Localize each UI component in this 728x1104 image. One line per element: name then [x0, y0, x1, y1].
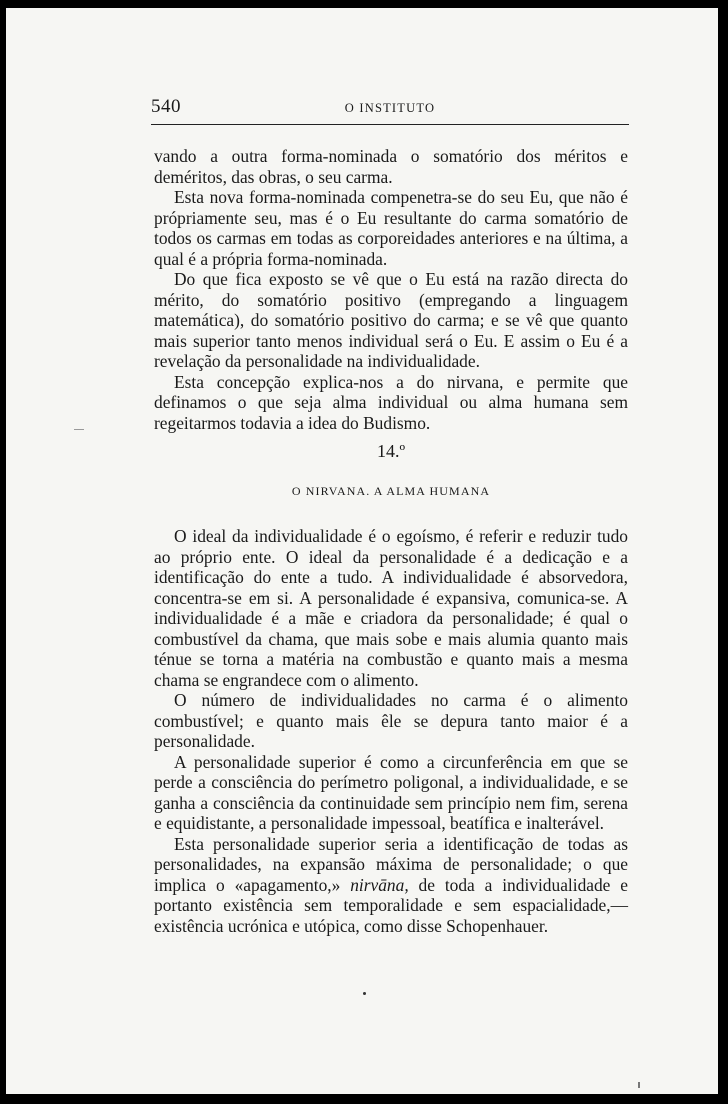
italic-term: nirvāna,	[350, 874, 409, 895]
paragraph: O ideal da individualidade é o egoísmo, é referir e reduzir tudo ao próprio ente. O ideal da personalidade é a dedicação e a identificação do ente a tudo. A individualidade é absorvedora, concentra-se em si. A personalidade é expansiva, comunica-se. A individualidade é a mãe e criadora da personalidade; é qual o combustível da chama, que mais sobe e mais alumia quanto mais ténue se torna a matéria na combustão e quanto mais a mesma chama se engrandece com o alimento.	[154, 526, 628, 690]
paragraph: O número de individualidades no carma é o alimento combustível; e quanto mais êle se depura tanto maior é a personalidade.	[154, 690, 628, 751]
section-title: O NIRVANA. A ALMA HUMANA	[291, 484, 491, 498]
book-page	[6, 8, 718, 1094]
margin-mark	[74, 429, 84, 430]
margin-mark	[638, 1082, 640, 1088]
section-text	[154, 526, 628, 936]
section-number: 14.º	[376, 441, 406, 461]
paragraph-text: Esta personalidade superior seria a identificação de todas as personalidades, na expansão máxima de personalidade; o que implica o «apagamento,»	[154, 833, 628, 895]
paragraph: vando a outra forma-nominada o somatório dos méritos e deméritos, das obras, o seu carma.	[154, 146, 628, 187]
paragraph: A personalidade superior é como a circunferência em que se perde a consciência do perímetro poligonal, a individualidade, e se ganha a consciência da continuidade sem princípio nem fim, serena e equidistante, a personalidade impessoal, beatífica e inalterável.	[154, 751, 628, 833]
running-title: O INSTITUTO	[344, 101, 436, 115]
page-header	[151, 96, 629, 125]
paragraph: Esta nova forma-nominada compenetra-se do seu Eu, que não é própriamente seu, mas é o Eu resultante do carma somatório de todos os carmas em todas as corporeidades anteriores e na última, a qual é a própria forma-nominada.	[154, 187, 628, 269]
continuation-text	[154, 146, 628, 433]
paragraph-text: de toda a individualidade e portanto existência sem temporalidade e sem espacialidade,— existência ucrónica e utópica, como disse Schopenhauer.	[154, 874, 628, 936]
page-number: 540	[151, 96, 181, 117]
paragraph: Esta concepção explica-nos a do nirvana, e permite que definamos o que seja alma individual ou alma humana sem regeitarmos todavia a idea do Budismo.	[154, 371, 628, 433]
paragraph: Do que fica exposto se vê que o Eu está na razão directa do mérito, do somatório positivo (empregando a linguagem matemática), do somatório positivo do carma; e se vê que quanto mais superior tanto menos individual será o Eu. E assim o Eu é a revelação da personalidade na individualidade.	[154, 269, 628, 371]
ink-speck	[363, 992, 366, 995]
paragraph	[154, 834, 628, 937]
